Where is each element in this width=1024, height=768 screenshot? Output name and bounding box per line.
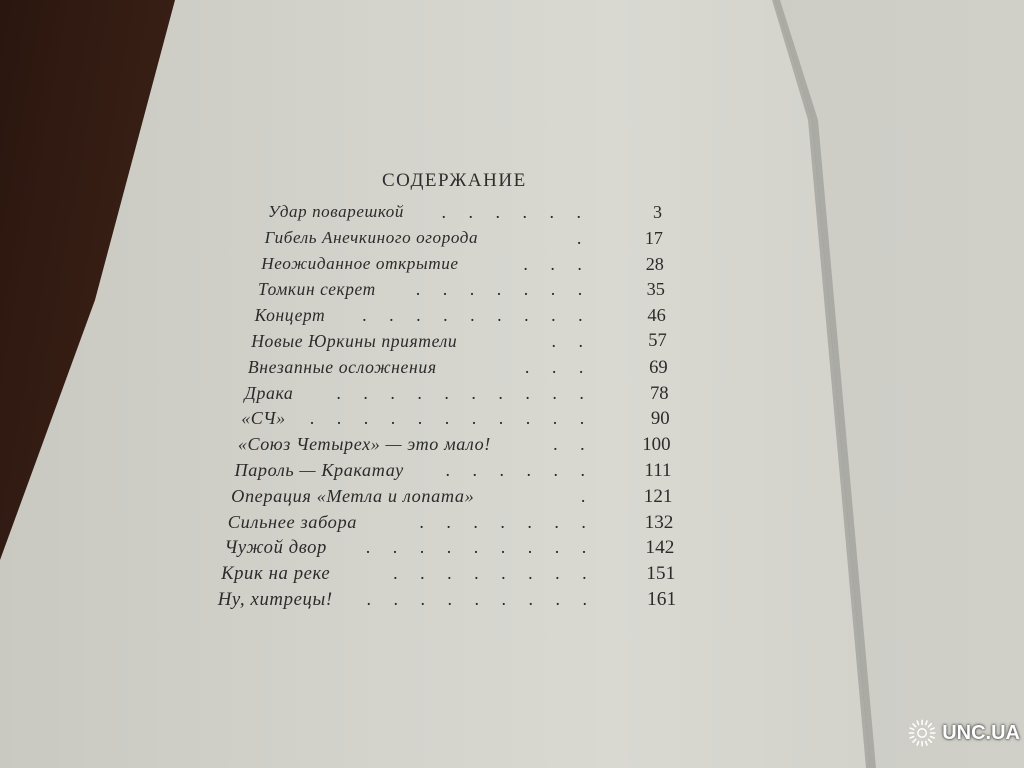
toc-entry-title: Гибель Анечкиного огорода: [264, 227, 479, 247]
toc-entry-leader: . . . . . . .: [419, 511, 595, 532]
toc-entry-leader: .: [580, 485, 595, 506]
toc-entry-page: 90: [650, 408, 670, 430]
toc-entry-title: Ну, хитрецы!: [217, 589, 333, 610]
toc-entry-page: 100: [642, 434, 671, 456]
toc-entry: [0, 279, 1024, 303]
toc-entry-leader: . . .: [523, 253, 591, 274]
toc-entry-leader: .: [576, 227, 591, 248]
toc-entry: [0, 305, 1024, 329]
toc-entry-title: Удар поварешкой: [268, 202, 405, 221]
toc-entry-page: 28: [645, 253, 664, 274]
toc-entry-title: Пароль — Кракатау: [234, 460, 404, 480]
toc-entry-leader: . . . . . .: [445, 460, 594, 480]
toc-entry-leader: . . . . . . . . . .: [336, 382, 593, 403]
toc-entry-leader: . .: [553, 434, 594, 455]
toc-entry-leader: . . . . . . . . . . .: [309, 408, 594, 429]
toc-entry-title: Внезапные осложнения: [247, 356, 437, 377]
toc-entry-page: 35: [646, 279, 665, 300]
toc-entry: [0, 254, 1024, 278]
toc-entry-page: 17: [644, 227, 663, 248]
watermark: [908, 708, 1020, 758]
toc-entry-page: 142: [645, 537, 675, 559]
sun-icon: [908, 713, 936, 753]
toc-entry: [0, 512, 1024, 536]
toc-entry: [0, 537, 1024, 561]
toc-entry: [0, 408, 1024, 432]
toc-entry-title: Неожиданное открытие: [261, 253, 459, 273]
toc-entry: [0, 383, 1024, 407]
toc-entry-title: Операция «Метла и лопата»: [231, 485, 475, 506]
toc-entry-title: Новые Юркины приятели: [251, 331, 458, 351]
toc-entry-page: 132: [644, 511, 674, 533]
toc-entry-page: 3: [653, 202, 662, 222]
toc-entry: [0, 563, 1024, 587]
toc-entry: [0, 486, 1024, 510]
watermark-text: UNC.UA: [942, 721, 1020, 744]
toc-entry: [0, 357, 1024, 381]
toc-entry-page: 46: [647, 305, 666, 326]
toc-entry: [0, 202, 1024, 226]
toc-entry-title: Концерт: [254, 305, 326, 326]
toc-title: СОДЕРЖАНИЕ: [382, 170, 527, 191]
toc-entry-title: Драка: [244, 382, 294, 403]
toc-entry-title: Томкин секрет: [257, 279, 376, 300]
toc-entry: [0, 434, 1024, 458]
toc-entry-page: 161: [647, 589, 677, 610]
toc-entry-title: «Союз Четырех» — это мало!: [237, 434, 491, 455]
toc-entry-title: «СЧ»: [241, 408, 286, 429]
toc-entry: [0, 331, 1024, 355]
toc-entry-leader: . . . . . . . .: [393, 563, 596, 584]
toc-entry: [0, 228, 1024, 252]
toc-entry: [0, 589, 1024, 613]
toc-entry-title: Крик на реке: [221, 563, 331, 585]
toc-entry-leader: . . . . . .: [441, 202, 590, 222]
toc-entry-page: 111: [644, 460, 672, 481]
toc-entry-leader: . . . . . . . . .: [362, 305, 592, 326]
toc-entry-page: 57: [648, 331, 667, 351]
toc-entry-leader: . . . . . . . . .: [365, 537, 596, 558]
toc-entry-page: 121: [643, 485, 673, 507]
toc-entry-leader: . . .: [524, 356, 593, 377]
toc-entry-title: Сильнее забора: [227, 511, 358, 532]
toc-entry-leader: . . . . . . . . .: [366, 589, 596, 609]
toc-entry-title: Чужой двор: [224, 537, 327, 559]
toc-entry-page: 69: [649, 356, 668, 378]
toc-entry-page: 151: [646, 563, 676, 585]
toc-entry: [0, 460, 1024, 484]
toc-entry-leader: . . . . . . .: [415, 279, 592, 300]
toc-entry-leader: . .: [551, 331, 592, 351]
toc-entry-page: 78: [649, 382, 669, 404]
